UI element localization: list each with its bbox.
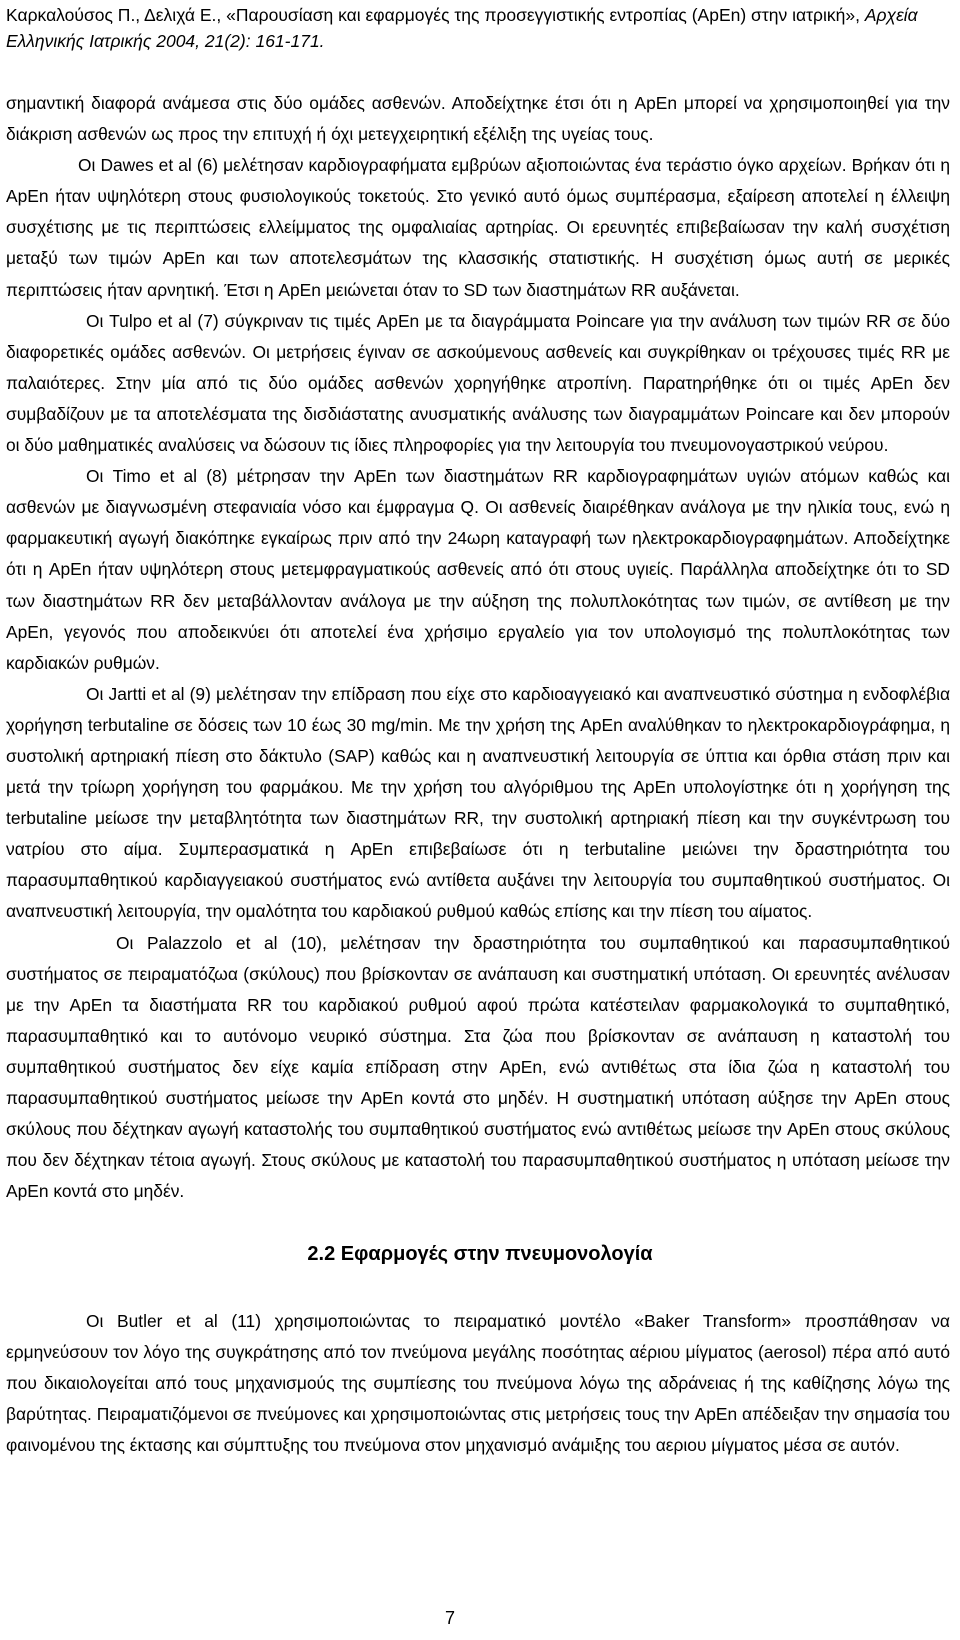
section-body: [6, 1306, 950, 1461]
paragraph-continuation: σημαντική διαφορά ανάμεσα στις δύο ομάδες ασθενών. Αποδείχτηκε έτσι ότι η ApEn μπορεί να χρησιμοποιηθεί για την διάκριση ασθενών ως προς την επιτυχή ή όχι μετεγχειρητική εξέλιξη της υγείας τους.: [6, 93, 950, 145]
body-text: [6, 88, 950, 1207]
citation-journal: Αρχεία Ελληνικής Ιατρικής 2004, 21(2): 161-171.: [6, 5, 918, 51]
citation-header: [6, 2, 946, 54]
citation-authors-title: Καρκαλούσος Π., Δελιχά Ε., «Παρουσίαση και εφαρμογές της προσεγγιστικής εντροπίας (ApEn) στην ιατρική»,: [6, 5, 865, 25]
paragraph-butler: Οι Butler et al (11) χρησιμοποιώντας το πειραματικό μοντέλο «Baker Transform» προσπάθησαν να ερμηνεύσουν τον λόγο της συγκράτησης από τον πνεύμονα μεγάλης ποσότητας αέριου μίγματος (aerosol) πέρα από αυτό που δικαιολογείται από τους μηχανισμούς της συμπίεσης του πνεύμονα λόγω της αδράνειας ή της καθίζησης λόγω της βαρύτητας. Πειραματιζόμενοι σε πνεύμονες και χρησιμοποιώντας στις μετρήσεις τους την ApEn απέδειξαν την σημασία του φαινομένου της έκτασης και σύμπτυξης του πνεύμονα στον μηχανισμό ανάμιξης του αεριου μίγματος μέσα σε αυτόν.: [6, 1311, 950, 1456]
paragraph-palazzolo: Οι Palazzolo et al (10), μελέτησαν την δραστηριότητα του συμπαθητικού και παρασυμπαθητικού συστήματος σε πειραματόζωα (σκύλους) που βρίσκονταν σε ανάπαυση και συστηματική υπόταση. Οι ερευνητές ανέλυσαν με την ApEn τα διαστήματα RR του καρδιακού ρυθμού αφού πρώτα κατέστειλαν φαρμακολογικά το συμπαθητικό, παρασυμπαθητικό και το αυτόνομο νευρικό σύστημα. Στα ζώα που βρίσκονταν σε ανάπαυση η καταστολή του συμπαθητικού συστήματος δεν είχε καμία επίδραση στην ApEn, ενώ αντιθέτως στα ίδια ζώα η καταστολή του παρασυμπαθητικού συστήματος μείωσε την ApEn κοντά στο μηδέν. Η συστηματική υπόταση αύξησε την ApEn στους σκύλους που δέχτηκαν αγωγή καταστολής του συμπαθητικού συστήματος ενώ αντιθέτως μείωσε την ApEn στους σκύλους που δεν δέχτηκαν τέτοια αγωγή. Στους σκύλους με καταστολή του παρασυμπαθητικού συστήματος η υπόταση μείωσε την ApEn κοντά στο μηδέν.: [6, 932, 950, 1202]
paragraph-jartti: Οι Jartti et al (9) μελέτησαν την επίδραση που είχε στο καρδιοαγγειακό και αναπνευστικό σύστημα η ενδοφλέβια χορήγηση terbutaline σε δόσεις των 10 έως 30 mg/min. Με την χρήση της ApEn αναλύθηκαν το ηλεκτροκαρδιογράφημα, η συστολική αρτηριακή πίεση στο δάκτυλο (SAP) καθώς και η αναπνευστική λειτουργία σε ύπτια και όρθια στάση πριν και μετά την τρίωρη χορήγηση του φαρμάκου. Με την χρήση του αλγόριθμου της ApEn υπολογίστηκε ότι η χορήγηση της terbutaline μείωσε την μεταβλητότητα των διαστημάτων RR, την συστολική αρτηριακή πίεση και την συγκέντρωση του νατρίου στο αίμα. Συμπερασματικά η ApEn επιβεβαίωσε ότι η terbutaline μειώνει την δραστηριότητα του παρασυμπαθητικού καρδιαγγειακού συστήματος ενώ αντίθετα αυξάνει την λειτουργία του συμπαθητικού συστήματος. Οι αναπνευστική λειτουργία, την ομαλότητα του καρδιακού ρυθμού καθώς επίσης και την πίεση του αίματος.: [6, 683, 950, 922]
section-heading: 2.2 Εφαρμογές στην πνευμονολογία: [307, 1243, 653, 1265]
paragraph-tulpo: Οι Tulpo et al (7) σύγκριναν τις τιμές ApEn με τα διαγράμματα Poincare για την ανάλυση των τιμών RR σε δύο διαφορετικές ομάδες ασθενών. Οι μετρήσεις έγιναν σε ασκούμενους ασθενείς και συγκρίθηκαν οι τρέχουσες τιμές RR με παλαιότερες. Στην μία από τις δύο ομάδες ασθενών χορηγήθηκε ατροπίνη. Παρατηρήθηκε ότι οι τιμές ApEn δεν συμβαδίζουν με τα αποτελέσματα της δισδιάστατης ανυσματικής ανάλυσης των διαγραμμάτων Poincare και δεν μπορούν οι δύο μαθηματικές αναλύσεις να δώσουν τις ίδιες πληροφορίες για την λειτουργία του πνευμονογαστρικού νεύρου.: [6, 310, 950, 456]
page-number: 7: [444, 1608, 455, 1628]
paragraph-timo: Οι Timo et al (8) μέτρησαν την ApEn των διαστημάτων RR καρδιογραφημάτων υγιών ατόμων καθώς και ασθενών με διαγνωσμένη στεφανιαία νόσο και έμφραγμα Q. Οι ασθενείς διαιρέθηκαν ανάλογα με την ηλικία τους, ενώ η φαρμακευτική αγωγή διακόπηκε εγκαίρως πριν από την 24ωρη καταγραφή των ηλεκτροκαρδιογραφημάτων. Αποδείχτηκε ότι η ApEn ήταν υψηλότερη στους μετεμφραγματικούς ασθενείς από ότι στους υγιείς. Παράλληλα αποδείχτηκε ότι το SD των διαστημάτων RR δεν μεταβάλλονταν ανάλογα με την αύξηση της πολυπλοκότητας των τιμών, σε αντίθεση με την ApEn, γεγονός που αποδεικνύει ότι αποτελεί ένα χρήσιμο εργαλείο για τον υπολογισμό της πολυπλοκότητας των καρδιακών ρυθμών.: [6, 466, 950, 673]
paragraph-dawes: Οι Dawes et al (6) μελέτησαν καρδιογραφήματα εμβρύων αξιοποιώντας ένα τεράστιο όγκο αρχείων. Βρήκαν ότι η ApEn ήταν υψηλότερη στους φυσιολογικούς τοκετούς. Στο γενικό αυτό όμως συμπέρασμα, εξαίρεση αποτελεί η έλλειψη συσχέτισης με τις περιπτώσεις ελλείμματος της ομφαλιαίας αρτηρίας. Οι ερευνητές επιβεβαίωσαν την καλή συσχέτιση μεταξύ των τιμών ApEn και των αποτελεσμάτων της κλασσικής στατιστικής. Η συσχέτιση όμως αυτή σε μερικές περιπτώσεις ήταν αρνητική. Έτσι η ApEn μειώνεται όταν το SD των διαστημάτων RR αυξάνεται.: [6, 155, 950, 300]
